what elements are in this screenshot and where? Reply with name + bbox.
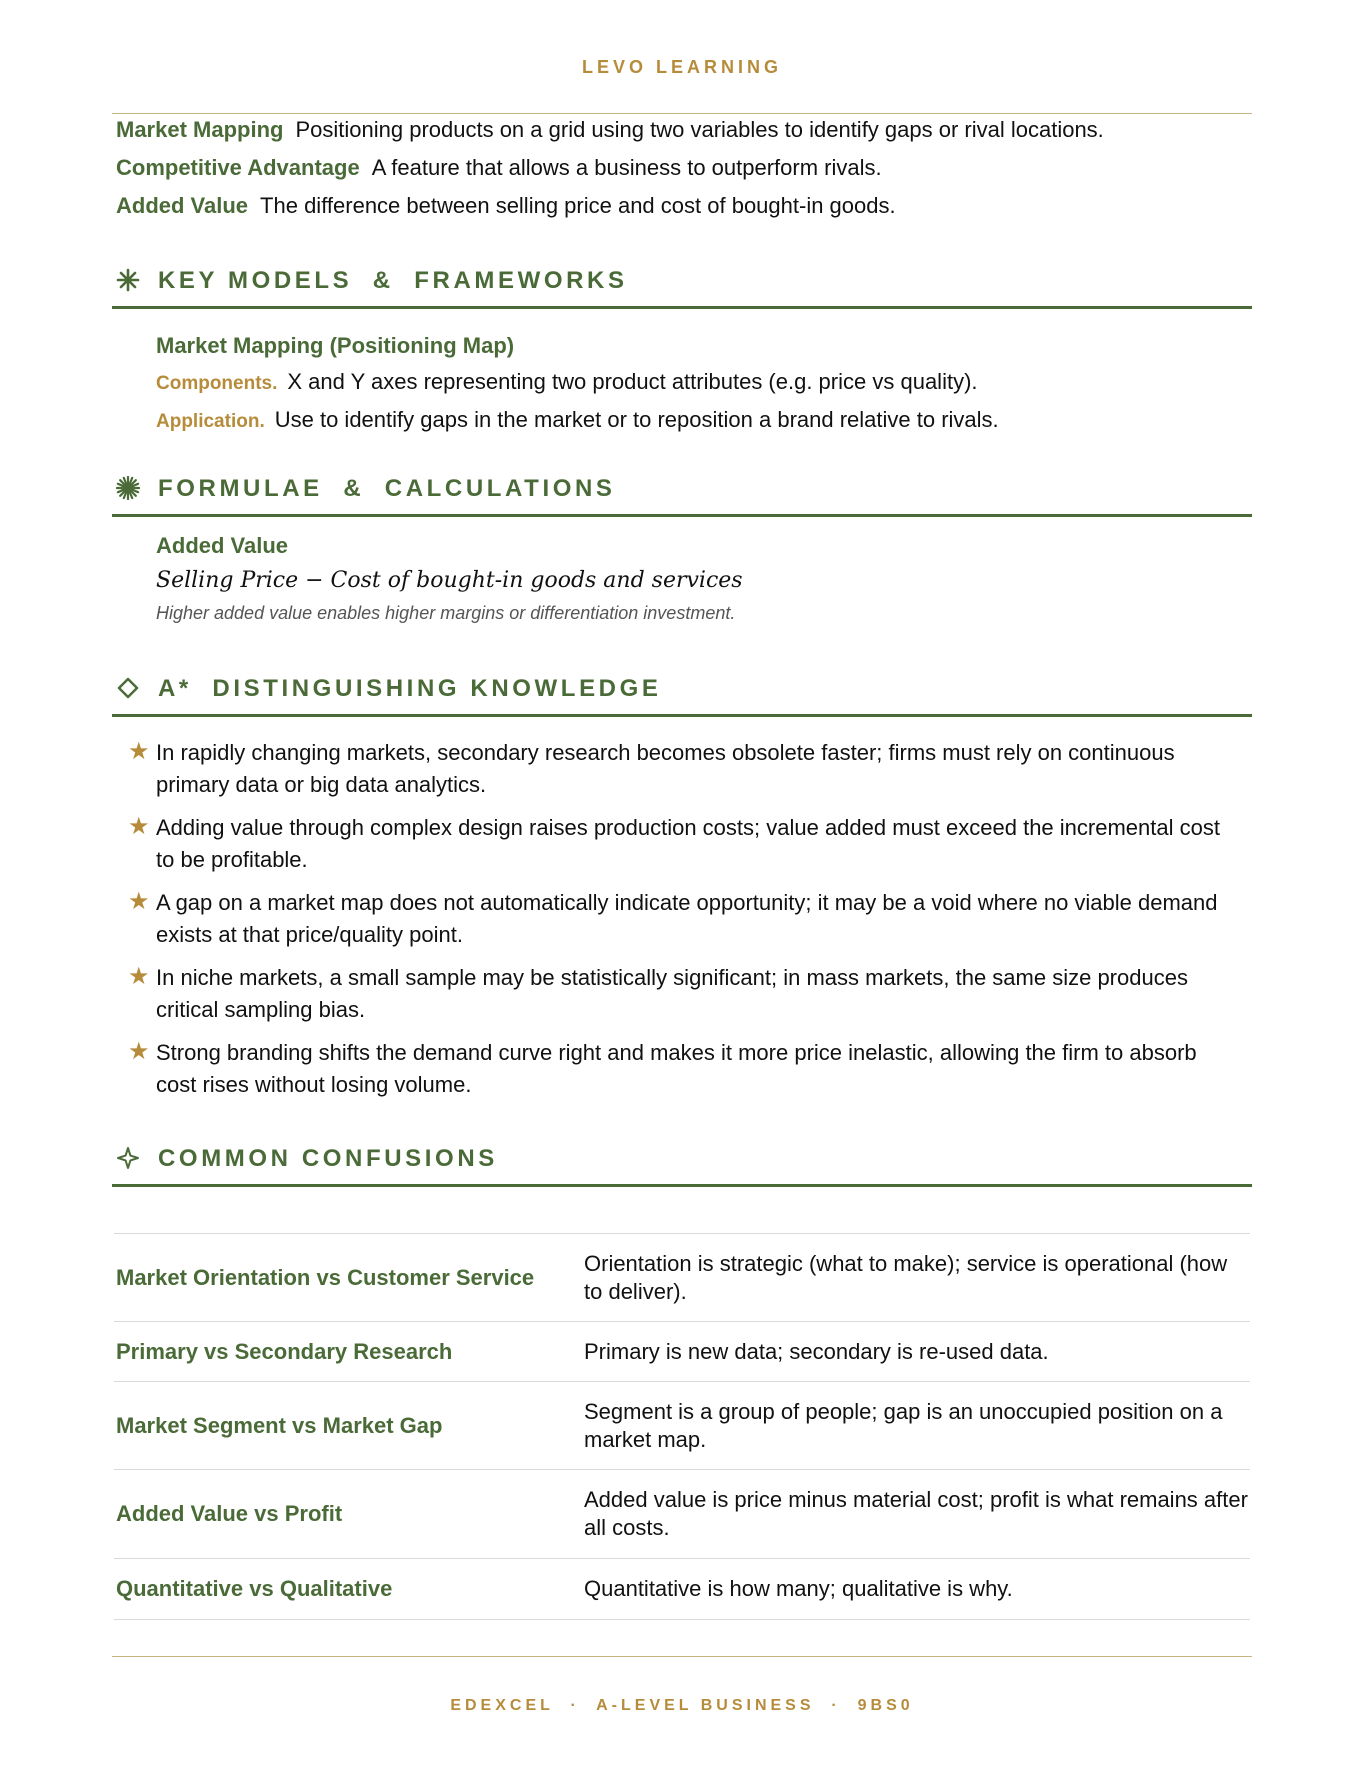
model-market-mapping (156, 333, 999, 435)
glossary-definition: The difference between selling price and cost of bought-in goods. (260, 193, 896, 218)
list-item (128, 737, 1238, 801)
sunburst-icon (116, 476, 140, 500)
section-title: KEY MODELS & FRAMEWORKS (158, 267, 628, 294)
footer-divider (112, 1656, 1252, 1657)
list-item (128, 887, 1238, 951)
table-row (114, 1234, 1250, 1322)
section-header (112, 676, 1252, 717)
list-item-text: Strong branding shifts the demand curve right and makes it more price inelastic, allowing the firm to absorb cost rises without losing volume. (156, 1040, 1197, 1097)
table-row (114, 1559, 1250, 1620)
section-title: COMMON CONFUSIONS (158, 1145, 498, 1172)
application-text: Use to identify gaps in the market or to reposition a brand relative to rivals. (274, 407, 999, 432)
glossary-definition: A feature that allows a business to outperform rivals. (371, 155, 882, 180)
section-title: A* DISTINGUISHING KNOWLEDGE (158, 675, 662, 702)
section-key-models (112, 268, 1252, 309)
section-title: FORMULAE & CALCULATIONS (158, 475, 616, 502)
glossary-definition: Positioning products on a grid using two variables to identify gaps or rival locations. (295, 117, 1104, 142)
confusion-explanation: Orientation is strategic (what to make); service is operational (how to deliver). (584, 1250, 1228, 1304)
formula-note: Higher added value enables higher margins or differentiation investment. (156, 603, 736, 623)
model-application (156, 407, 999, 435)
model-components (156, 369, 999, 397)
application-label: Application. (156, 411, 265, 432)
section-header (112, 476, 1252, 517)
section-distinguishing-knowledge (112, 676, 1252, 717)
table-row (114, 1382, 1250, 1470)
document-page (112, 0, 1252, 1768)
distinguishing-list (128, 737, 1238, 1112)
list-item (128, 962, 1238, 1026)
confusion-explanation: Added value is price minus material cost; profit is what remains after all costs. (584, 1487, 1248, 1540)
list-item-text: A gap on a market map does not automatically indicate opportunity; it may be a void where no viable demand exists at that price/quality point. (156, 890, 1218, 947)
confusion-pair: Market Orientation vs Customer Service (116, 1264, 535, 1290)
glossary-term: Competitive Advantage (116, 155, 360, 180)
section-header (112, 268, 1252, 309)
confusion-pair: Quantitative vs Qualitative (116, 1576, 393, 1601)
glossary-term: Added Value (116, 193, 249, 218)
four-point-star-icon (116, 1146, 140, 1170)
glossary-item (116, 117, 1104, 155)
brand-header: LEVO LEARNING (581, 57, 782, 77)
section-header (112, 1146, 1252, 1187)
star-icon: ★ (128, 1038, 150, 1065)
formula-name: Added Value (156, 533, 289, 558)
glossary-item (116, 193, 1104, 231)
confusion-pair: Added Value vs Profit (116, 1501, 343, 1526)
components-label: Components. (156, 373, 278, 394)
star-icon: ★ (128, 963, 150, 990)
glossary-term: Market Mapping (116, 117, 284, 142)
header-divider (112, 113, 1252, 114)
list-item-text: Adding value through complex design raises production costs; value added must exceed the incremental cost to be profitable. (156, 815, 1220, 872)
star-icon: ★ (128, 738, 150, 765)
formula-added-value (156, 533, 743, 624)
confusion-explanation: Quantitative is how many; qualitative is why. (584, 1576, 1013, 1601)
table-row (114, 1470, 1250, 1559)
confusion-explanation: Primary is new data; secondary is re-used data. (584, 1338, 1049, 1364)
list-item (128, 812, 1238, 876)
star-icon: ★ (128, 888, 150, 915)
list-item-text: In niche markets, a small sample may be statistically significant; in mass markets, the same size produces critical sampling bias. (156, 965, 1188, 1022)
table-row (114, 1322, 1250, 1382)
confusions-table (114, 1233, 1250, 1620)
glossary (116, 117, 1104, 231)
footer: EDEXCEL · A-LEVEL BUSINESS · 9BS0 (450, 1697, 914, 1714)
components-text: X and Y axes representing two product attributes (e.g. price vs quality). (287, 369, 978, 394)
formula-expression: Selling Price − Cost of bought-in goods and services (156, 568, 743, 593)
confusion-pair: Primary vs Secondary Research (116, 1338, 453, 1364)
section-formulae (112, 476, 1252, 517)
confusion-explanation: Segment is a group of people; gap is an unoccupied position on a market map. (584, 1398, 1223, 1452)
list-item-text: In rapidly changing markets, secondary research becomes obsolete faster; firms must rely on continuous primary data or big data analytics. (156, 740, 1175, 797)
model-title: Market Mapping (Positioning Map) (156, 333, 515, 358)
section-common-confusions (112, 1146, 1252, 1187)
glossary-item (116, 155, 1104, 193)
list-item (128, 1037, 1238, 1101)
asterisk-icon (116, 268, 140, 292)
diamond-outline-icon (116, 676, 140, 700)
star-icon: ★ (128, 813, 150, 840)
confusion-pair: Market Segment vs Market Gap (116, 1412, 443, 1438)
